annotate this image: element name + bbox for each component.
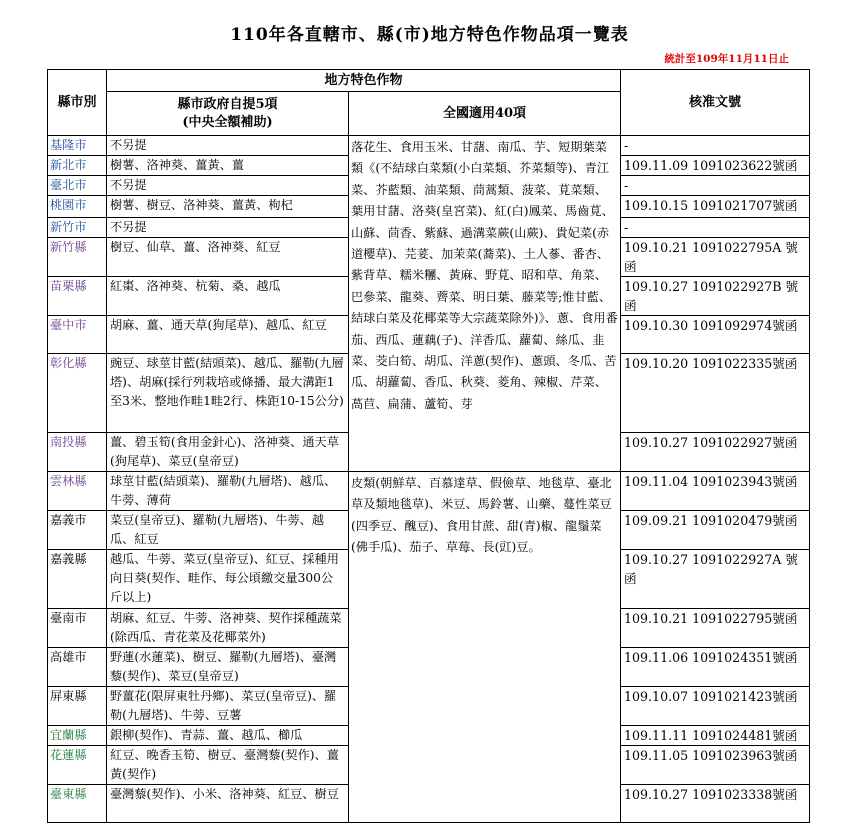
approval-cell: 109.10.07 1091021423號函 (621, 687, 810, 726)
county-cell: 桃園市 (48, 196, 107, 218)
county-cell: 苗栗縣 (48, 277, 107, 316)
approval-cell: - (621, 218, 810, 238)
crops-cell: 胡麻、紅豆、牛蒡、洛神葵、契作採種蔬菜(除西瓜、青花菜及花椰菜外) (107, 609, 349, 648)
crops-cell: 豌豆、球莖甘藍(結頭菜)、越瓜、羅勒(九層塔)、胡麻(採行列栽培或條播、最大溝距1至3米、整地作畦1畦2行、株距10-15公分) (107, 354, 349, 433)
county-cell: 臺中市 (48, 316, 107, 354)
crops-cell: 不另提 (107, 136, 349, 156)
header-self-proposed-sub: (中央全額補助) (182, 114, 273, 130)
county-cell: 南投縣 (48, 433, 107, 472)
county-cell: 嘉義縣 (48, 550, 107, 609)
county-cell: 基隆市 (48, 136, 107, 156)
crops-cell: 不另提 (107, 218, 349, 238)
approval-cell: 109.11.04 1091023943號函 (621, 472, 810, 511)
approval-cell: 109.10.27 1091022927A 號函 (621, 550, 810, 609)
approval-cell: 109.09.21 1091020479號函 (621, 511, 810, 550)
approval-cell: 109.10.27 1091022927號函 (621, 433, 810, 472)
crops-cell: 越瓜、牛蒡、菜豆(皇帝豆)、紅豆、採種用向日葵(契作、畦作、每公頃繳交量300公斤以上) (107, 550, 349, 609)
county-cell: 臺南市 (48, 609, 107, 648)
approval-cell: 109.11.11 1091024481號函 (621, 726, 810, 746)
county-cell: 高雄市 (48, 648, 107, 687)
county-cell: 宜蘭縣 (48, 726, 107, 746)
county-cell: 新竹市 (48, 218, 107, 238)
national-crops-cell-continued: 皮類(朝鮮草、百慕達草、假儉草、地毯草、臺北草及類地毯草)、米豆、馬鈴薯、山藥、蔓性菜豆(四季豆、醜豆)、食用甘蔗、甜(青)椒、龍鬚菜(佛手瓜)、茄子、草莓、長(豇)豆。 (349, 472, 621, 823)
approval-cell: 109.10.21 1091022795號函 (621, 609, 810, 648)
crops-cell: 野薑花(限屏東牡丹鄉)、菜豆(皇帝豆)、羅勒(九層塔)、牛蒡、豆薯 (107, 687, 349, 726)
approval-cell: 109.10.30 1091092974號函 (621, 316, 810, 354)
approval-cell: 109.10.20 1091022335號函 (621, 354, 810, 433)
approval-cell: 109.11.05 1091023963號函 (621, 746, 810, 785)
crops-cell: 不另提 (107, 176, 349, 196)
approval-cell: - (621, 136, 810, 156)
county-cell: 臺北市 (48, 176, 107, 196)
county-cell: 新北市 (48, 156, 107, 176)
county-cell: 新竹縣 (48, 238, 107, 277)
county-cell: 彰化縣 (48, 354, 107, 433)
statistics-date-note: 統計至109年11月11日止 (664, 53, 789, 65)
county-cell: 嘉義市 (48, 511, 107, 550)
approval-cell: 109.10.27 1091023338號函 (621, 785, 810, 823)
header-self-proposed-label: 縣市政府自提5項 (177, 96, 278, 112)
county-cell: 屏東縣 (48, 687, 107, 726)
crops-cell: 薑、碧玉筍(食用金針心)、洛神葵、通天草(狗尾草)、菜豆(皇帝豆) (107, 433, 349, 472)
crops-cell: 樹薯、洛神葵、薑黃、薑 (107, 156, 349, 176)
crops-cell: 菜豆(皇帝豆)、羅勒(九層塔)、牛蒡、越瓜、紅豆 (107, 511, 349, 550)
county-cell: 花蓮縣 (48, 746, 107, 785)
county-cell: 臺東縣 (48, 785, 107, 823)
header-national: 全國適用40項 (349, 92, 621, 136)
crops-cell: 球莖甘藍(結頭菜)、羅勒(九層塔)、越瓜、牛蒡、薄荷 (107, 472, 349, 511)
crops-cell: 銀柳(契作)、青蒜、薑、越瓜、櫛瓜 (107, 726, 349, 746)
crops-cell: 臺灣藜(契作)、小米、洛神葵、紅豆、樹豆 (107, 785, 349, 823)
header-self-proposed (107, 92, 349, 136)
header-county: 縣市別 (48, 70, 107, 136)
page-title: 110年各直轄市、縣(市)地方特色作物品項一覽表 (230, 25, 629, 45)
crop-table (47, 69, 810, 823)
county-cell: 雲林縣 (48, 472, 107, 511)
crops-cell: 胡麻、薑、通天草(狗尾草)、越瓜、紅豆 (107, 316, 349, 354)
approval-cell: 109.10.21 1091022795A 號函 (621, 238, 810, 277)
approval-cell: - (621, 176, 810, 196)
approval-cell: 109.10.15 1091021707號函 (621, 196, 810, 218)
approval-cell: 109.11.09 1091023622號函 (621, 156, 810, 176)
header-approval: 核准文號 (621, 70, 810, 136)
crops-cell: 野蓮(水蓮菜)、樹豆、羅勒(九層塔)、臺灣藜(契作)、菜豆(皇帝豆) (107, 648, 349, 687)
crops-cell: 樹豆、仙草、薑、洛神葵、紅豆 (107, 238, 349, 277)
crops-cell: 紅棗、洛神葵、杭菊、桑、越瓜 (107, 277, 349, 316)
approval-cell: 109.10.27 1091022927B 號函 (621, 277, 810, 316)
header-local-crops: 地方特色作物 (107, 70, 621, 92)
crops-cell: 樹薯、樹豆、洛神葵、薑黃、枸杞 (107, 196, 349, 218)
approval-cell: 109.11.06 1091024351號函 (621, 648, 810, 687)
crops-cell: 紅豆、晚香玉筍、樹豆、臺灣藜(契作)、薑黃(契作) (107, 746, 349, 785)
national-crops-cell: 落花生、食用玉米、甘藷、南瓜、芋、短期葉菜類《(不結球白菜類(小白菜類、芥菜類等)、青江菜、芥藍類、油菜類、茼蒿類、菠菜、莧菜類、葉用甘藷、洛葵(皇宮菜)、紅(白)鳳菜、馬齒莧、山蘇、茴香、紫蘇、過溝菜蕨(山蕨)、貴妃菜(赤道櫻草)、芫荽、加茉菜(蕎菜)、土人蔘、番杏、紫背草、糯米糰、黃麻、野莧、昭和草、角菜、巴參菜、龍葵、薺菜、明日葉、藤菜等;惟甘藍、結球白菜及花椰菜等大宗蔬菜除外)》、蔥、食用番茄、西瓜、蓮藕(子)、洋香瓜、蘿蔔、絲瓜、韭菜、茭白筍、胡瓜、洋蔥(契作)、蔥頭、冬瓜、苦瓜、胡蘿蔔、香瓜、秋葵、菱角、辣椒、芹菜、萵苣、扁蒲、蘆筍、芽 (349, 136, 621, 472)
